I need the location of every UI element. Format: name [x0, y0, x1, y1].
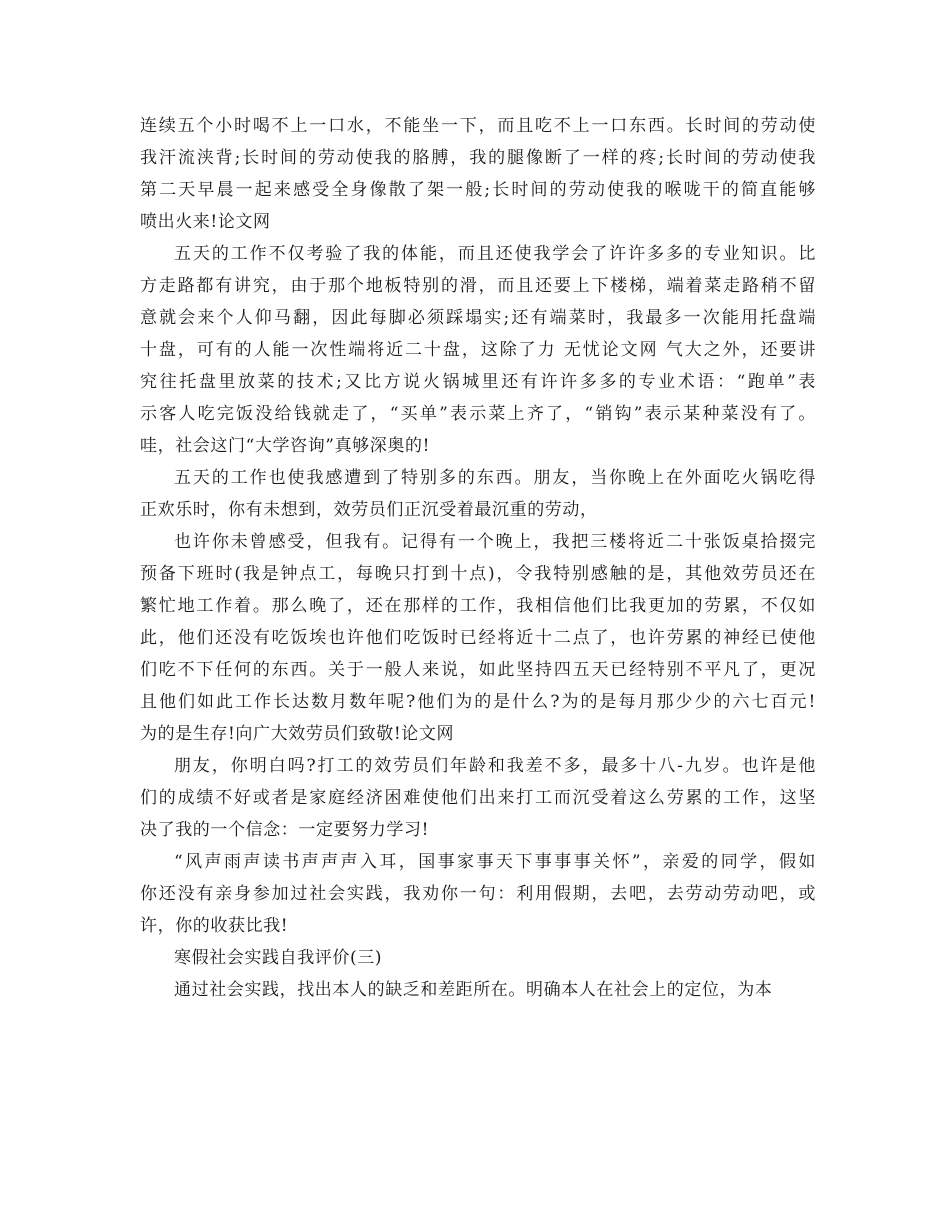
text-line: 第二天早晨一起来感受全身像散了架一般;长时间的劳动使我的喉咙干的简直能够: [140, 180, 816, 200]
text-line: 五天的工作不仅考验了我的体能，而且还使我学会了许许多多的专业知识。比: [174, 244, 816, 264]
text-line: 连续五个小时喝不上一口水，不能坐一下，而且吃不上一口东西。长时间的劳动使: [140, 116, 816, 136]
text-line: 意就会来个人仰马翻，因此每脚必须踩塌实;还有端菜时，我最多一次能用托盘端: [140, 308, 816, 328]
text-line: 繁忙地工作着。那么晚了，还在那样的工作，我相信他们比我更加的劳累，不仅如: [140, 596, 816, 616]
text-line: 朋友，你明白吗?打工的效劳员们年龄和我差不多，最多十八-九岁。也许是他: [174, 756, 816, 776]
text-line: 们吃不下任何的东西。关于一般人来说，如此坚持四五天已经特别不平凡了，更况: [140, 660, 816, 680]
text-line: 许，你的收获比我!: [140, 916, 289, 936]
text-line: 十盘，可有的人能一次性端将近二十盘，这除了力 无忧论文网 气大之外，还要讲: [140, 340, 816, 360]
text-line: 为的是生存!向广大效劳员们致敬!论文网: [140, 724, 455, 744]
text-line: 正欢乐时，你有未想到，效劳员们正沉受着最沉重的劳动，: [140, 500, 598, 520]
text-line: 且他们如此工作长达数月数年呢?他们为的是什么?为的是每月那少少的六七百元!: [140, 692, 816, 712]
text-line: “风声雨声读书声声声入耳，国事家事天下事事事关怀”，亲爱的同学，假如: [174, 852, 816, 872]
text-line: 你还没有亲身参加过社会实践，我劝你一句：利用假期，去吧，去劳动劳动吧，或: [140, 884, 816, 904]
paragraph: [140, 238, 816, 462]
paragraph: [140, 526, 816, 750]
paragraph: [140, 974, 816, 1006]
text-line: 寒假社会实践自我评价(三): [174, 948, 383, 968]
text-line: 喷出火来!论文网: [140, 212, 271, 232]
text-line: 哇，社会这门“大学咨询”真够深奥的!: [140, 436, 431, 456]
text-line: 五天的工作也使我感遭到了特别多的东西。朋友，当你晚上在外面吃火锅吃得: [174, 468, 816, 488]
text-line: 也许你未曾感受，但我有。记得有一个晚上，我把三楼将近二十张饭桌拾掇完: [174, 532, 816, 552]
text-line: 究往托盘里放菜的技术;又比方说火锅城里还有许许多多的专业术语：“跑单”表: [140, 372, 816, 392]
paragraph: [140, 110, 816, 238]
paragraph: [140, 462, 816, 526]
text-line: 此，他们还没有吃饭埃也许他们吃饭时已经将近十二点了，也许劳累的神经已使他: [140, 628, 816, 648]
text-line: 们的成绩不好或者是家庭经济困难使他们出来打工而沉受着这么劳累的工作，这坚: [140, 788, 816, 808]
text-line: 我汗流浃背;长时间的劳动使我的胳膊，我的腿像断了一样的疼;长时间的劳动使我: [140, 148, 816, 168]
document-body: [140, 110, 816, 1006]
paragraph: [140, 846, 816, 942]
text-line: 预备下班时(我是钟点工，每晚只打到十点)，令我特别感触的是，其他效劳员还在: [140, 564, 816, 584]
section-heading: [140, 942, 816, 974]
text-line: 方走路都有讲究，由于那个地板特别的滑，而且还要上下楼梯，端着菜走路稍不留: [140, 276, 816, 296]
text-line: 通过社会实践，找出本人的缺乏和差距所在。明确本人在社会上的定位，为本: [174, 980, 773, 1000]
paragraph: [140, 750, 816, 846]
text-line: 决了我的一个信念：一定要努力学习!: [140, 820, 430, 840]
text-line: 示客人吃完饭没给钱就走了，“买单”表示菜上齐了，“销钩”表示某种菜没有了。: [140, 404, 816, 424]
